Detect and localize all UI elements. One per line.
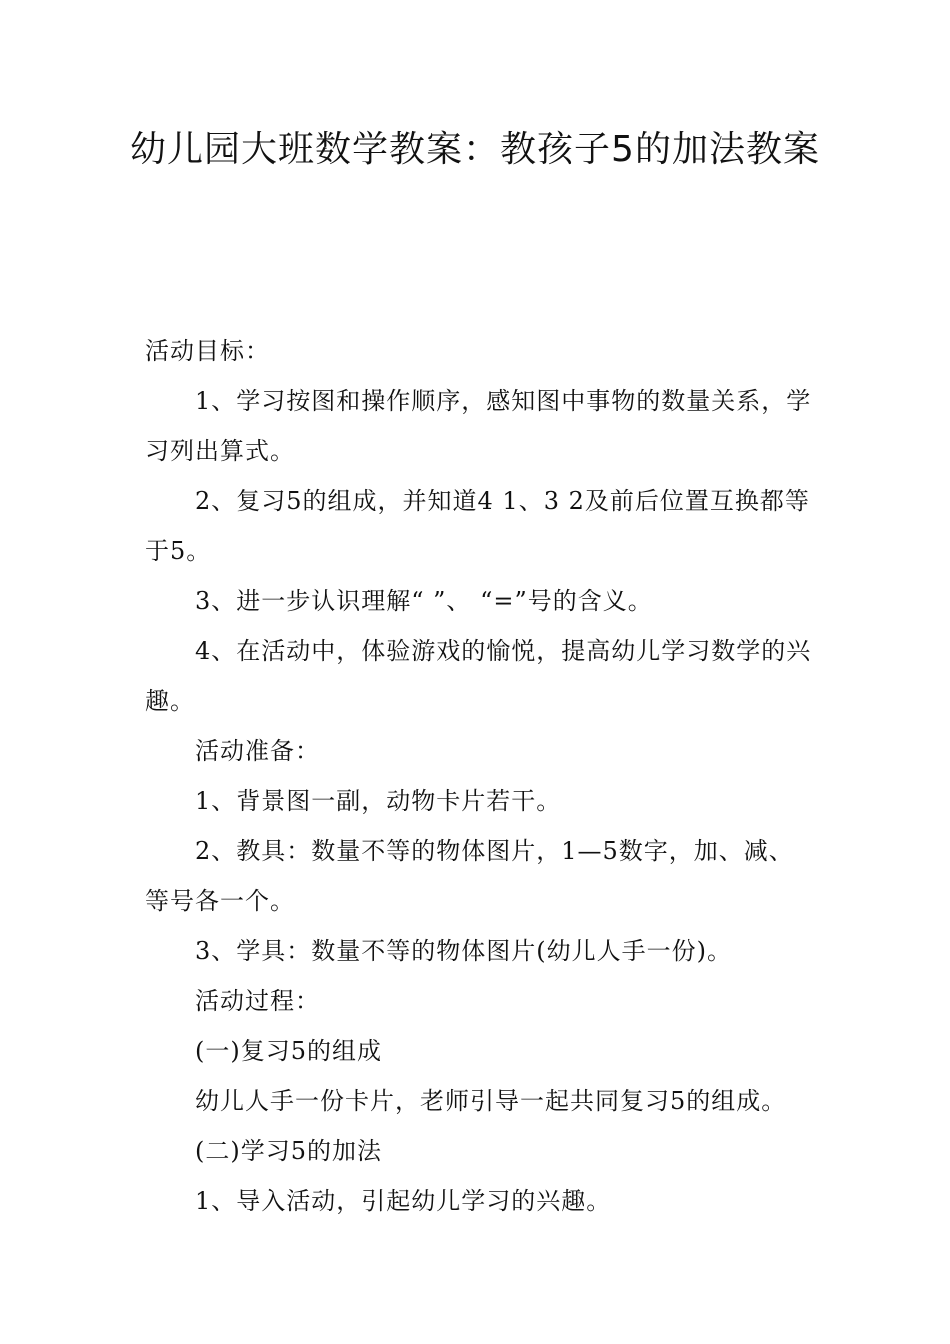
paragraph-activity-prep: 活动准备： [195,737,320,765]
document-body [145,326,815,1226]
paragraph-section-1-heading: (一)复习5的组成 [195,1037,382,1065]
paragraph-section-1-text: 幼儿人手一份卡片，老师引导一起共同复习5的组成。 [195,1087,787,1115]
paragraph-activity-process: 活动过程： [195,987,320,1015]
paragraph-goal-2: 2、复习5的组成，并知道4 1、3 2及前后位置互换都等于5。 [145,487,810,565]
document-title: 幼儿园大班数学教案：教孩子5的加法教案 [130,129,820,170]
paragraph-activity-goals: 活动目标： [145,337,270,365]
paragraph-prep-1: 1、背景图一副，动物卡片若干。 [195,787,562,815]
paragraph-prep-3: 3、学具：数量不等的物体图片(幼儿人手一份)。 [195,937,732,965]
paragraph-goal-4: 4、在活动中，体验游戏的愉悦，提高幼儿学习数学的兴趣。 [145,637,812,715]
paragraph-goal-3: 3、进一步认识理解“ ”、 “=”号的含义。 [195,587,653,615]
paragraph-section-2-step-1: 1、导入活动，引起幼儿学习的兴趣。 [195,1187,612,1215]
paragraph-prep-2: 2、教具：数量不等的物体图片，1—5数字，加、减、等号各一个。 [145,837,794,915]
paragraph-section-2-heading: (二)学习5的加法 [195,1137,382,1165]
paragraph-goal-1: 1、学习按图和操作顺序，感知图中事物的数量关系，学习列出算式。 [145,387,812,465]
